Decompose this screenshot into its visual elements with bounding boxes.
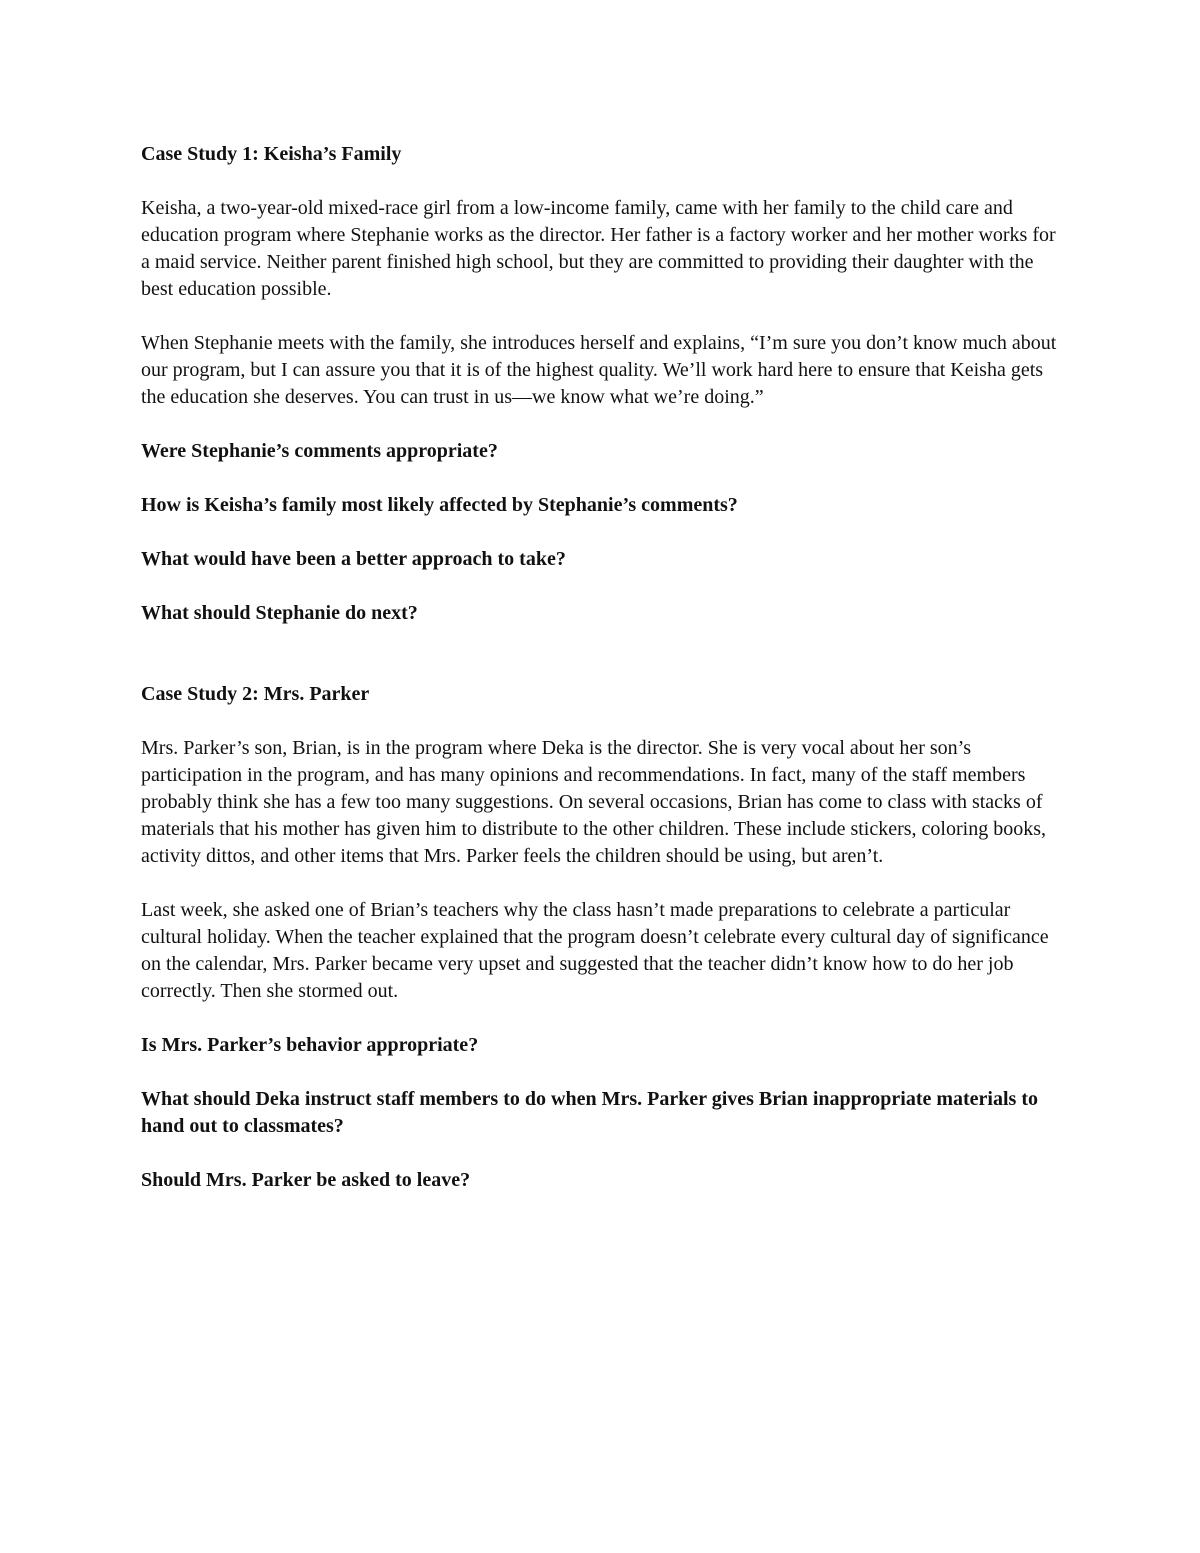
case-study-2-question: What should Deka instruct staff members to do when Mrs. Parker gives Brian inappropriate materials to hand out to classmates?	[141, 1088, 1038, 1137]
case-study-2-question: Should Mrs. Parker be asked to leave?	[141, 1169, 471, 1191]
case-study-1-question: What would have been a better approach to take?	[141, 548, 566, 570]
case-study-1-question: Were Stephanie’s comments appropriate?	[141, 440, 498, 462]
case-study-2-paragraph: Last week, she asked one of Brian’s teachers why the class hasn’t made preparations to celebrate a particular cultural holiday. When the teacher explained that the program doesn’t celebrate every cultural day of significance on the calendar, Mrs. Parker became very upset and suggested that the teacher didn’t know how to do her job correctly. Then she stormed out.	[141, 899, 1049, 1002]
case-study-1-paragraph: Keisha, a two-year-old mixed-race girl from a low-income family, came with her family to the child care and education program where Stephanie works as the director. Her father is a factory worker and her mother works for a maid service. Neither parent finished high school, but they are committed to providing their daughter with the best education possible.	[141, 197, 1056, 300]
case-study-2-paragraph: Mrs. Parker’s son, Brian, is in the program where Deka is the director. She is very vocal about her son’s participation in the program, and has many opinions and recommendations. In fact, many of the staff members probably think she has a few too many suggestions. On several occasions, Brian has come to class with stacks of materials that his mother has given him to distribute to the other children. These include stickers, coloring books, activity dittos, and other items that Mrs. Parker feels the children should be using, but aren’t.	[141, 737, 1046, 867]
case-study-2-question: Is Mrs. Parker’s behavior appropriate?	[141, 1034, 479, 1056]
document-page	[141, 141, 1066, 1194]
case-study-2-title: Case Study 2: Mrs. Parker	[141, 683, 370, 705]
case-study-1-question: What should Stephanie do next?	[141, 602, 418, 624]
case-study-1-title: Case Study 1: Keisha’s Family	[141, 143, 402, 165]
case-study-1-paragraph: When Stephanie meets with the family, she introduces herself and explains, “I’m sure you don’t know much about our program, but I can assure you that it is of the highest quality. We’ll work hard here to ensure that Keisha gets the education she deserves. You can trust in us—we know what we’re doing.”	[141, 332, 1057, 408]
case-study-1-question: How is Keisha’s family most likely affected by Stephanie’s comments?	[141, 494, 738, 516]
